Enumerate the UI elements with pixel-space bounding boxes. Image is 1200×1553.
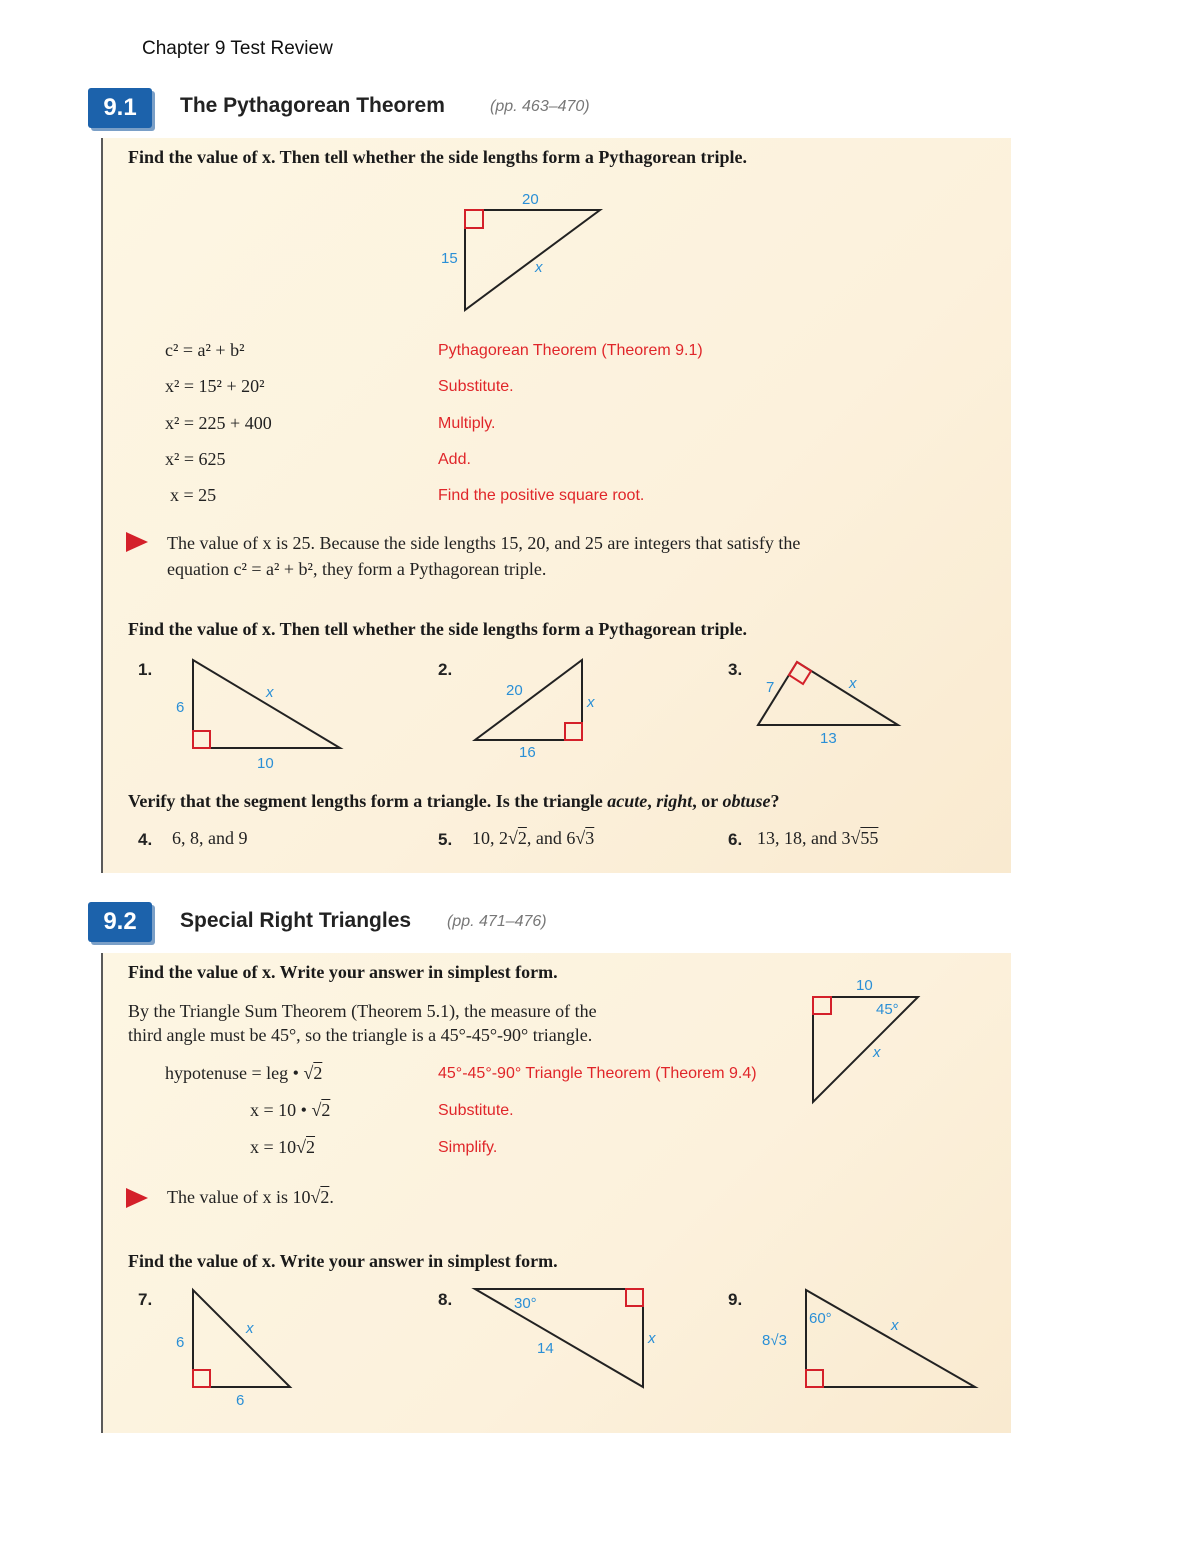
side-label-left: 15 (441, 250, 458, 267)
ex9-angle: 60° (809, 1310, 832, 1327)
section-badge: 9.1 (88, 88, 152, 128)
ex8-angle: 30° (514, 1295, 537, 1312)
eq2-pre: x = 10 • (250, 1100, 312, 1120)
ex7-hyp-x: x (246, 1320, 254, 1337)
explanation-line-2: third angle must be 45°, so the triangle is a 45°-45°-90° triangle. (128, 1025, 593, 1045)
ex5-pre: 10, 2 (472, 828, 508, 848)
side-label-hyp: x (535, 259, 543, 276)
document-title: Chapter 9 Test Review (142, 38, 333, 59)
ex-top-leg: 10 (856, 977, 873, 994)
step-eq-5: x = 25 (170, 485, 217, 505)
eq3-rad: 2 (306, 1137, 316, 1157)
ex5-radicand-1: 2 (517, 828, 527, 848)
step-eq-4: x² = 625 (165, 449, 226, 469)
conclusion-rad: 2 (320, 1187, 330, 1207)
section-pages: (pp. 471–476) (447, 913, 547, 930)
ex-angle: 45° (876, 1001, 899, 1018)
step-note-2: Substitute. (438, 1102, 514, 1119)
ex2-leg-x: x (587, 694, 595, 711)
ex2-hyp: 20 (506, 682, 523, 699)
ex5-radicand-2: 3 (585, 828, 595, 848)
step-note-5: Find the positive square root. (438, 487, 645, 504)
exercise-number: 6. (728, 830, 743, 849)
eq3-pre: x = 10 (250, 1137, 297, 1157)
explanation-line-1: By the Triangle Sum Theorem (Theorem 5.1), the measure of the (128, 1001, 597, 1021)
exercise-number: 7. (138, 1290, 153, 1309)
ex8-hyp: 14 (537, 1340, 554, 1357)
step-note-1: 45°-45°-90° Triangle Theorem (Theorem 9.4) (438, 1065, 757, 1082)
step-eq-1: c² = a² + b² (165, 340, 245, 360)
conclusion-line-2: equation c² = a² + b², they form a Pythagorean triple. (167, 559, 547, 579)
example-instruction: Find the value of x. Then tell whether the side lengths form a Pythagorean triple. (128, 147, 747, 167)
step-eq-3: x = 10√2 (250, 1137, 316, 1157)
ex7-leg-a: 6 (176, 1334, 185, 1351)
step-eq-1: hypotenuse = leg • √2 (165, 1063, 323, 1083)
exercise-number: 9. (728, 1290, 743, 1309)
exercise-number: 1. (138, 660, 153, 679)
exercise-number: 5. (438, 830, 453, 849)
eq1-pre: hypotenuse = leg • (165, 1063, 304, 1083)
step-note-2: Substitute. (438, 378, 514, 395)
section-badge: 9.2 (88, 902, 152, 942)
ex9-leg: 8√3 (762, 1332, 787, 1349)
ex9-hyp-x: x (891, 1317, 899, 1334)
exercises-instruction: Find the value of x. Write your answer in simplest form. (128, 1251, 558, 1271)
example-instruction: Find the value of x. Write your answer in simplest form. (128, 962, 558, 982)
ex3-leg-x: x (849, 675, 857, 692)
step-note-3: Simplify. (438, 1139, 498, 1156)
ex3-leg-a: 7 (766, 679, 775, 696)
eq1-rad: 2 (313, 1063, 323, 1083)
section-title: Special Right Triangles (180, 909, 412, 932)
exercise-number: 4. (138, 830, 153, 849)
ex6-pre: 13, 18, and 3 (757, 828, 851, 848)
ex1-leg-b: 10 (257, 755, 274, 772)
section-pages: (pp. 463–470) (490, 98, 590, 115)
exercise-4-text: 6, 8, and 9 (172, 828, 248, 848)
step-eq-3: x² = 225 + 400 (165, 413, 272, 433)
exercise-number: 2. (438, 660, 453, 679)
step-eq-2: x = 10 • √2 (250, 1100, 331, 1120)
exercise-6-text: 13, 18, and 3√55 (757, 828, 879, 848)
ex6-radicand: 55 (860, 828, 879, 848)
step-eq-2: x² = 15² + 20² (165, 376, 265, 396)
exercise-number: 8. (438, 1290, 453, 1309)
verify-instruction: Verify that the segment lengths form a triangle. Is the triangle acute, right, or obtuse? (128, 791, 780, 811)
ex-hyp-x: x (873, 1044, 881, 1061)
ex7-leg-b: 6 (236, 1392, 245, 1409)
exercise-number: 3. (728, 660, 743, 679)
conclusion-arrow-icon (126, 532, 148, 552)
exercises-instruction: Find the value of x. Then tell whether the side lengths form a Pythagorean triple. (128, 619, 747, 639)
ex5-mid: , and 6 (526, 828, 576, 848)
ex2-base: 16 (519, 744, 536, 761)
exercise-5-text: 10, 2√2, and 6√3 (472, 828, 595, 848)
section-9-1-panel (101, 138, 1011, 873)
section-title: The Pythagorean Theorem (180, 94, 445, 117)
step-note-4: Add. (438, 451, 471, 468)
ex3-base: 13 (820, 730, 837, 747)
side-label-top: 20 (522, 191, 539, 208)
conclusion-line: The value of x is 10√2. (167, 1187, 334, 1207)
conclusion-pre: The value of x is 10 (167, 1187, 311, 1207)
conclusion-arrow-icon (126, 1188, 148, 1208)
step-note-3: Multiply. (438, 415, 496, 432)
step-note-1: Pythagorean Theorem (Theorem 9.1) (438, 342, 703, 359)
ex1-leg-a: 6 (176, 699, 185, 716)
ex8-leg-x: x (648, 1330, 656, 1347)
conclusion-line-1: The value of x is 25. Because the side lengths 15, 20, and 25 are integers that satisfy the (167, 533, 801, 553)
ex1-hyp-x: x (266, 684, 274, 701)
eq2-rad: 2 (321, 1100, 331, 1120)
